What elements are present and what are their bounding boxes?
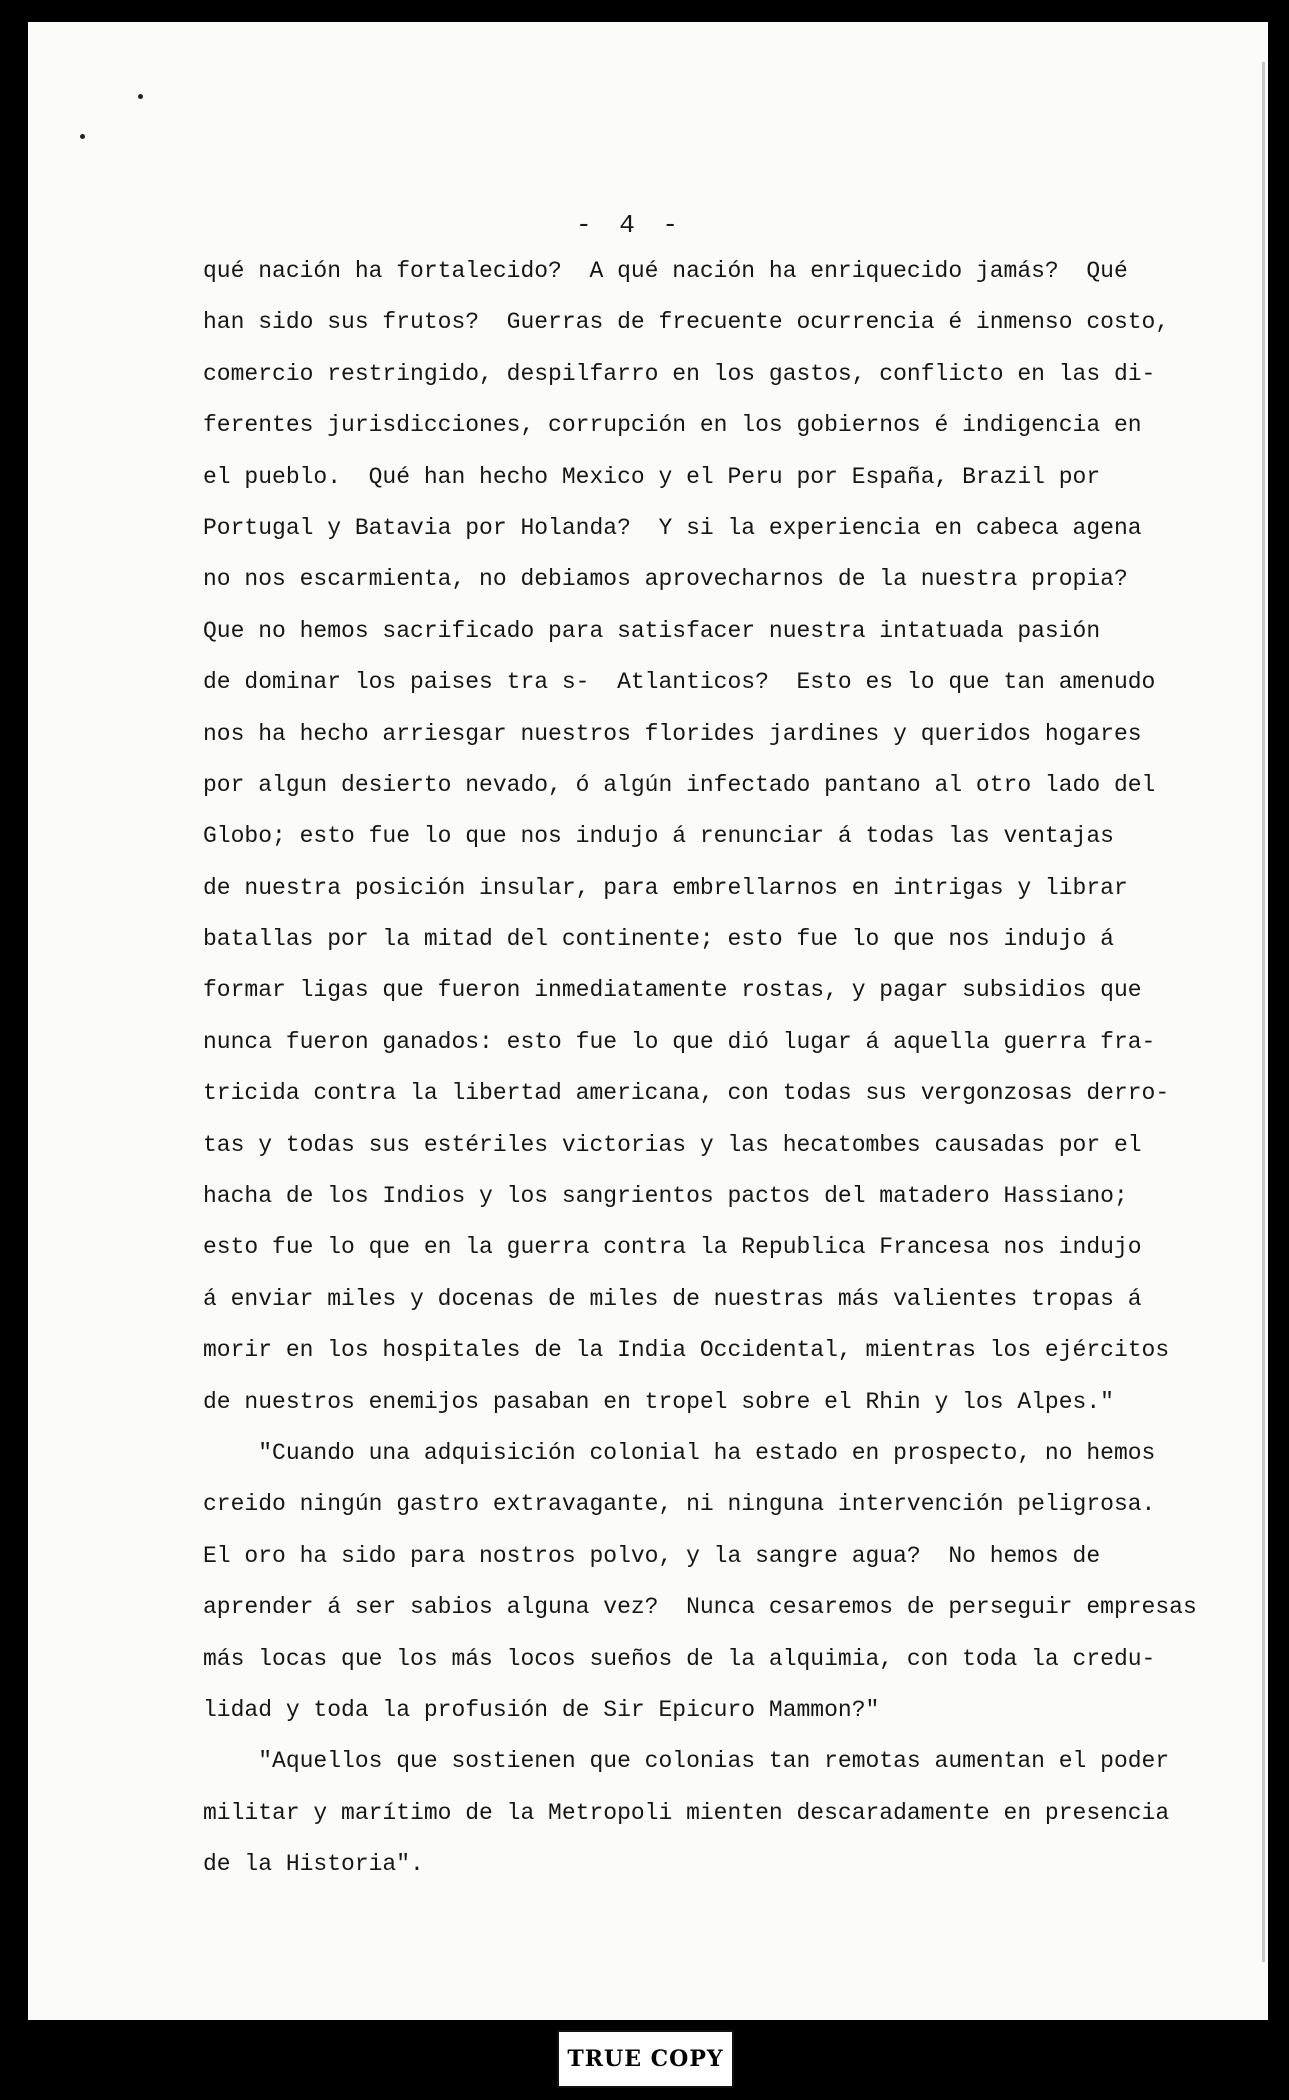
text-line: morir en los hospitales de la India Occidental, mientras los ejércitos xyxy=(203,1337,1170,1364)
text-line: batallas por la mitad del continente; esto fue lo que nos indujo á xyxy=(203,926,1114,953)
text-line: de nuestros enemijos pasaban en tropel sobre el Rhin y los Alpes." xyxy=(203,1388,1114,1415)
text-line: militar y marítimo de la Metropoli mienten descaradamente en presencia xyxy=(203,1799,1170,1826)
text-line: aprender á ser sabios alguna vez? Nunca cesaremos de perseguir empresas xyxy=(203,1594,1197,1621)
text-line: Portugal y Batavia por Holanda? Y si la experiencia en cabeca agena xyxy=(203,514,1142,541)
text-line: "Aquellos que sostienen que colonias tan remotas aumentan el poder xyxy=(203,1748,1170,1775)
text-line: Globo; esto fue lo que nos indujo á renunciar á todas las ventajas xyxy=(203,823,1114,850)
text-line: de la Historia". xyxy=(203,1851,424,1878)
text-line: Que no hemos sacrificado para satisfacer nuestra intatuada pasión xyxy=(203,617,1101,644)
text-line: no nos escarmienta, no debiamos aprovecharnos de la nuestra propia? xyxy=(203,566,1128,593)
text-line: qué nación ha fortalecido? A qué nación ha enriquecido jamás? Qué xyxy=(203,258,1128,284)
text-line: esto fue lo que en la guerra contra la Republica Francesa nos indujo xyxy=(203,1234,1142,1261)
text-line: ferentes jurisdicciones, corrupción en los gobiernos é indigencia en xyxy=(203,412,1142,439)
body-text xyxy=(203,246,1197,1891)
text-line: el pueblo. Qué han hecho Mexico y el Peru por España, Brazil por xyxy=(203,463,1101,490)
true-copy-stamp: TRUE COPY xyxy=(557,2030,734,2088)
text-line: han sido sus frutos? Guerras de frecuente ocurrencia é inmenso costo, xyxy=(203,309,1170,336)
text-line: nos ha hecho arriesgar nuestros florides jardines y queridos hogares xyxy=(203,720,1142,747)
page-number: - 4 - xyxy=(576,210,685,240)
text-line: de nuestra posición insular, para embrellarnos en intrigas y librar xyxy=(203,874,1128,901)
text-line: de dominar los paises tra s- Atlanticos? Esto es lo que tan amenudo xyxy=(203,669,1156,696)
text-line: á enviar miles y docenas de miles de nuestras más valientes tropas á xyxy=(203,1285,1142,1312)
text-line: El oro ha sido para nostros polvo, y la sangre agua? No hemos de xyxy=(203,1542,1101,1569)
text-line: tas y todas sus estériles victorias y las hecatombes causadas por el xyxy=(203,1131,1142,1158)
text-line: hacha de los Indios y los sangrientos pactos del matadero Hassiano; xyxy=(203,1183,1128,1210)
text-line: formar ligas que fueron inmediatamente rostas, y pagar subsidios que xyxy=(203,977,1142,1004)
page-edge-mark xyxy=(1262,62,1265,1962)
text-line: lidad y toda la profusión de Sir Epicuro Mammon?" xyxy=(203,1696,880,1723)
text-line: creido ningún gastro extravagante, ni ninguna intervención peligrosa. xyxy=(203,1491,1156,1518)
text-line: nunca fueron ganados: esto fue lo que dió lugar á aquella guerra fra- xyxy=(203,1028,1156,1055)
text-line: "Cuando una adquisición colonial ha estado en prospecto, no hemos xyxy=(203,1439,1156,1466)
text-line: por algun desierto nevado, ó algún infectado pantano al otro lado del xyxy=(203,771,1156,798)
ink-speck xyxy=(138,94,143,99)
text-line: comercio restringido, despilfarro en los gastos, conflicto en las di- xyxy=(203,360,1156,387)
text-line: más locas que los más locos sueños de la alquimia, con toda la credu- xyxy=(203,1645,1156,1672)
ink-speck xyxy=(80,134,85,139)
text-line: tricida contra la libertad americana, con todas sus vergonzosas derro- xyxy=(203,1080,1170,1107)
